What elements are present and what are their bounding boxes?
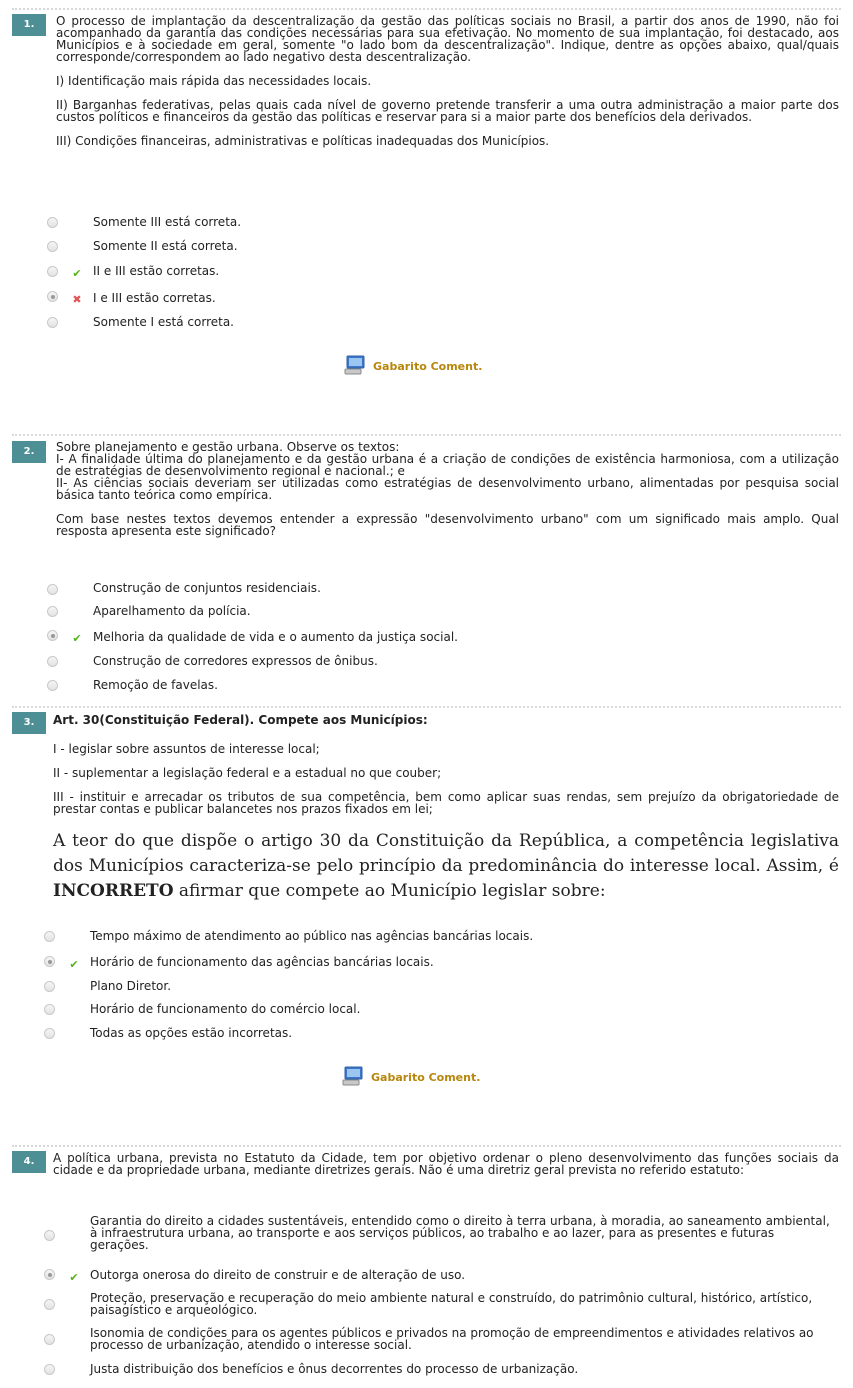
answer-option[interactable] xyxy=(0,1326,853,1356)
radio-button[interactable] xyxy=(44,956,55,967)
answer-option[interactable] xyxy=(0,955,853,973)
question-number: 2. xyxy=(12,441,46,463)
option-label: Tempo máximo de atendimento ao público nas agências bancárias locais. xyxy=(90,929,534,943)
radio-button[interactable] xyxy=(44,1299,55,1310)
option-label: Somente I está correta. xyxy=(93,315,234,329)
radio-button[interactable] xyxy=(44,1364,55,1375)
gabarito-label: Gabarito Coment. xyxy=(373,360,483,373)
check-icon: ✔ xyxy=(69,1271,79,1284)
answer-option[interactable] xyxy=(0,1027,853,1045)
radio-button[interactable] xyxy=(47,217,58,228)
answer-option[interactable] xyxy=(0,1362,853,1380)
gabarito-label: Gabarito Coment. xyxy=(371,1071,481,1084)
answer-option[interactable] xyxy=(0,1291,853,1321)
radio-button[interactable] xyxy=(44,1269,55,1280)
option-label: Todas as opções estão incorretas. xyxy=(90,1026,293,1040)
answer-option[interactable] xyxy=(0,1003,853,1021)
answer-option[interactable] xyxy=(0,316,853,334)
answer-option[interactable] xyxy=(0,629,853,647)
radio-button[interactable] xyxy=(44,981,55,992)
radio-button[interactable] xyxy=(47,606,58,617)
option-label: Horário de funcionamento das agências bancárias locais. xyxy=(90,955,434,969)
option-label: Outorga onerosa do direito de construir e de alteração de uso. xyxy=(90,1268,466,1282)
answer-option[interactable] xyxy=(0,263,853,281)
radio-button[interactable] xyxy=(47,584,58,595)
stem-paragraph: Sobre planejamento e gestão urbana. Observe os textos: xyxy=(56,440,400,454)
option-label: Plano Diretor. xyxy=(90,979,172,993)
radio-button[interactable] xyxy=(47,266,58,277)
stem-paragraph: A política urbana, prevista no Estatuto da Cidade, tem por objetivo ordenar o pleno desenvolvimento das funções sociais da cidade e da propriedade urbana, mediante diretrizes gerais. Não é uma diretriz geral prevista no referido estatuto: xyxy=(53,1151,839,1177)
computer-icon xyxy=(344,355,366,375)
stem-paragraph: I - legislar sobre assuntos de interesse local; xyxy=(53,742,320,756)
radio-button[interactable] xyxy=(44,1028,55,1039)
question-stem xyxy=(53,1152,839,1186)
radio-button[interactable] xyxy=(44,931,55,942)
stem-paragraph: I) Identificação mais rápida das necessidades locais. xyxy=(56,74,372,88)
gabarito-comentado-link[interactable] xyxy=(344,355,504,381)
option-label: Somente II está correta. xyxy=(93,239,238,253)
question-divider xyxy=(12,1145,841,1147)
option-label: I e III estão corretas. xyxy=(93,291,216,305)
question-number: 4. xyxy=(12,1151,46,1173)
option-label: Melhoria da qualidade de vida e o aumento da justiça social. xyxy=(93,630,458,644)
answer-option[interactable] xyxy=(0,605,853,623)
answer-option[interactable] xyxy=(0,1214,853,1258)
option-label: Construção de conjuntos residenciais. xyxy=(93,581,321,595)
stem-paragraph: III - instituir e arrecadar os tributos de sua competência, bem como aplicar suas rendas, sem prejuízo da obrigatoriedade de prestar contas e publicar balancetes nos prazos fixados em lei; xyxy=(53,790,839,816)
option-label: Isonomia de condições para os agentes públicos e privados na promoção de empreendimentos e atividades relativos ao processo de urbanização, atendido o interesse social. xyxy=(90,1326,814,1352)
question-divider xyxy=(12,706,841,708)
stem-paragraph: Com base nestes textos devemos entender a expressão "desenvolvimento urbano" com um significado mais amplo. Qual resposta apresenta este significado? xyxy=(56,512,839,538)
check-icon: ✔ xyxy=(72,267,82,280)
radio-button[interactable] xyxy=(44,1334,55,1345)
stem-heading: Art. 30(Constituição Federal). Compete aos Municípios: xyxy=(53,713,428,727)
option-label: Proteção, preservação e recuperação do meio ambiente natural e construído, do patrimônio cultural, histórico, artístico, paisagístico e arqueológico. xyxy=(90,1291,813,1317)
question-stem xyxy=(56,441,839,547)
stem-text: A teor do que dispõe o artigo 30 da Constituição da República, a competência legislativa dos Municípios caracteriza-se pelo princípio da predominância do interesse local. Assim, é xyxy=(53,831,839,876)
answer-option[interactable] xyxy=(0,1268,853,1286)
computer-icon xyxy=(342,1066,364,1086)
radio-button[interactable] xyxy=(47,630,58,641)
question-number: 1. xyxy=(12,14,46,36)
radio-button[interactable] xyxy=(47,291,58,302)
stem-paragraph: II) Barganhas federativas, pelas quais cada nível de governo pretende transferir a uma outra administração a maior parte dos custos políticos e financeiros da gestão das políticas e reservar para si a maior parte dos benefícios dela derivados. xyxy=(56,98,839,124)
check-icon: ✔ xyxy=(72,632,82,645)
answer-option[interactable] xyxy=(0,581,853,599)
question-divider xyxy=(12,8,841,10)
stem-text: afirmar que compete ao Município legislar sobre: xyxy=(178,881,606,901)
option-label: Somente III está correta. xyxy=(93,215,242,229)
option-label: Remoção de favelas. xyxy=(93,678,218,692)
answer-option[interactable] xyxy=(0,290,853,308)
answer-option[interactable] xyxy=(0,214,853,232)
stem-paragraph xyxy=(53,829,839,904)
stem-paragraph: O processo de implantação da descentralização da gestão das políticas sociais no Brasil, a partir dos anos de 1990, não foi acompanhado da garantia das condições necessárias para sua efetivação. No momento de sua implantação, foi destacado, aos Municípios e à sociedade em geral, somente "o lado bom da descentralização". Indique, dentre as opções abaixo, qual/quais corresponde/correspondem ao lado negativo desta descentralização. xyxy=(56,14,839,64)
radio-button[interactable] xyxy=(47,317,58,328)
answer-option[interactable] xyxy=(0,655,853,673)
stem-paragraph: II- As ciências sociais deveriam ser utilizadas como estratégias de desenvolvimento urbano, alimentadas por pesquisa social básica tanto teórica como empírica. xyxy=(56,476,839,502)
answer-option[interactable] xyxy=(0,238,853,256)
option-label: II e III estão corretas. xyxy=(93,264,220,278)
option-label: Construção de corredores expressos de ônibus. xyxy=(93,654,378,668)
question-stem xyxy=(56,15,839,157)
question-number: 3. xyxy=(12,712,46,734)
radio-button[interactable] xyxy=(47,656,58,667)
stem-paragraph: II - suplementar a legislação federal e a estadual no que couber; xyxy=(53,766,442,780)
stem-emphasis: INCORRETO xyxy=(53,881,174,901)
answer-option[interactable] xyxy=(0,980,853,998)
radio-button[interactable] xyxy=(44,1230,55,1241)
cross-icon: ✖ xyxy=(72,293,82,306)
radio-button[interactable] xyxy=(44,1004,55,1015)
question-divider xyxy=(12,434,841,436)
option-label: Horário de funcionamento do comércio local. xyxy=(90,1002,361,1016)
radio-button[interactable] xyxy=(47,241,58,252)
option-label: Justa distribuição dos benefícios e ônus decorrentes do processo de urbanização. xyxy=(90,1362,579,1376)
answer-option[interactable] xyxy=(0,930,853,948)
check-icon: ✔ xyxy=(69,958,79,971)
gabarito-comentado-link[interactable] xyxy=(342,1066,502,1092)
option-label: Garantia do direito a cidades sustentáveis, entendido como o direito à terra urbana, à moradia, ao saneamento ambiental, à infraestrutura urbana, ao transporte e aos serviços públicos, ao trabalho e ao lazer, para as presentes e futuras gerações. xyxy=(90,1214,830,1252)
question-stem xyxy=(53,714,839,914)
stem-paragraph: I- A finalidade última do planejamento e da gestão urbana é a criação de condições de existência harmoniosa, com a utilização de estratégias de desenvolvimento regional e nacional.; e xyxy=(56,452,839,478)
stem-paragraph: III) Condições financeiras, administrativas e políticas inadequadas dos Municípios. xyxy=(56,134,550,148)
option-label: Aparelhamento da polícia. xyxy=(93,604,251,618)
radio-button[interactable] xyxy=(47,680,58,691)
answer-option[interactable] xyxy=(0,679,853,697)
